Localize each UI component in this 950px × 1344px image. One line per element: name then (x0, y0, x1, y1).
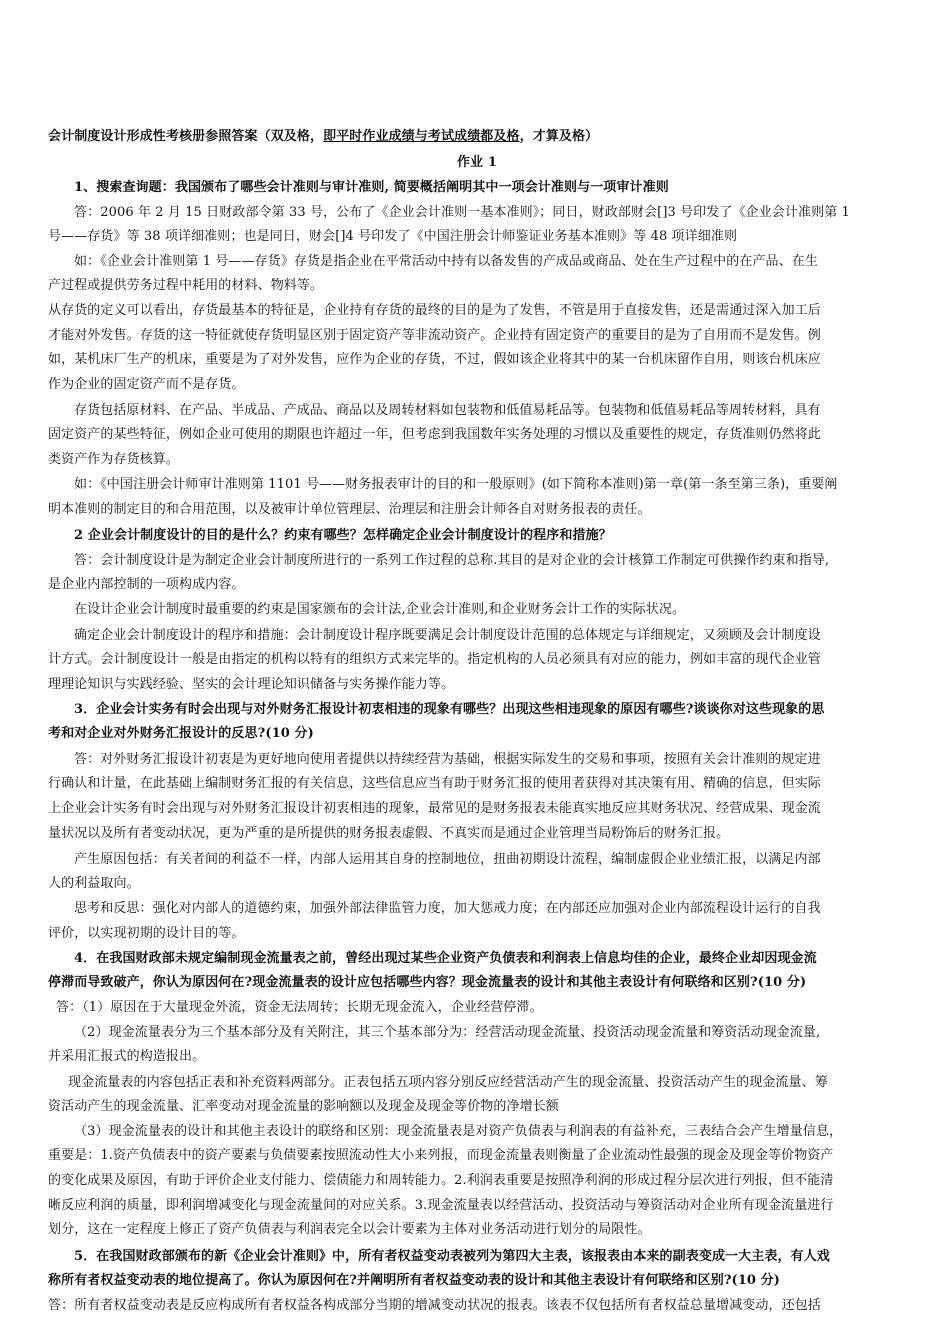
answer-line: 在设计企业会计制度时最重要的约束是国家颁布的会计法,企业会计准则,和企业财务会计工作的实际状况。 (74, 602, 686, 617)
header-lead: 会计制度设计形成性考核册参照答案（双及格， (48, 129, 324, 144)
homework-title: 作业 1 (457, 155, 497, 170)
answer-line: 理理论知识与实践经验、坚实的会计理论知识储备与实务操作能力等。 (48, 677, 455, 692)
answer-line: 答：（1）原因在于大量现金外流，资金无法周转；长期无现金流入，企业经营停滞。 (56, 1000, 543, 1015)
answer-line: 资活动产生的现金流量、汇率变动对现金流量的影响额以及现金及现金等价物的净增长额 (48, 1099, 559, 1114)
answer-line: （3）现金流量表的设计和其他主表设计的联络和区别：现金流量表是对资产负债表与利润表的有益补充，三表结合会产生增量信息， (74, 1124, 843, 1139)
answer-line: 晰反应利润的质量，即利润增减变化与现金流量间的对应关系。3.现金流量表以经营活动、投资活动与筹资活动对企业所有现金流量进行 (48, 1198, 834, 1213)
question-3: 3．企业会计实务有时会出现与对外财务汇报设计初衷相违的现象有哪些？出现这些相违现象的原因有哪些?谈谈你对这些现象的思 (74, 702, 825, 717)
answer-line: 答：会计制度设计是为制定企业会计制度所进行的一系列工作过程的总称.其目的是对企业的会计核算工作制定可供操作约束和指导, (74, 553, 830, 568)
answer-line: 作为企业的固定资产而不是存货。 (48, 377, 245, 392)
answer-line: 量状况以及所有者变动状况，更为严重的是所提供的财务报表虚假、不真实而是通过企业管理当局粉饰后的财务汇报。 (48, 826, 730, 841)
answer-line: 产生原因包括：有关者间的利益不一样，内部人运用其自身的控制地位，扭曲初期设计流程，编制虚假企业业绩汇报，以满足内部 (74, 852, 821, 867)
answer-line: 评价，以实现初期的设计目的等。 (48, 926, 245, 941)
question-4: 4．在我国财政部未规定编制现金流量表之前，曾经出现过某些企业资产负债表和利润表上信息均佳的企业，最终企业却因现金流 (74, 951, 817, 966)
answer-line: 明本准则的制定目的和合用范围，以及被审计单位管理层、治理层和注册会计师各自对财务报表的责任。 (48, 502, 651, 517)
answer-line: 如，某机床厂生产的机床，重要是为了对外发售，应作为企业的存货，不过，假如该企业将其中的某一台机床留作自用，则该台机床应 (48, 352, 821, 367)
answer-line: 行确认和计量，在此基础上编制财务汇报的有关信息，这些信息应当有助于财务汇报的使用者获得对其决策有用、精确的信息，但实际 (48, 776, 821, 791)
document-header (48, 128, 598, 146)
answer-line: 如：《中国注册会计师审计准则第 1101 号——财务报表审计的目的和一般原则》(如下简称本准则)第一章(第一条至第三条)，重要阐 (74, 477, 838, 492)
question-1: 1、搜索查询题：我国颁布了哪些会计准则与审计准则, 简要概括阐明其中一项会计准则与一项审计准则 (74, 180, 669, 195)
answer-line: 是企业内部控制的一项构成内容。 (48, 577, 245, 592)
answer-line: 才能对外发售。存货的这一特征就使存货明显区别于固定资产等非流动资产。企业持有固定资产的重要目的是为了自用而不是发售。例 (48, 328, 821, 343)
question-2: 2 企业会计制度设计的目的是什么？约束有哪些？怎样确定企业会计制度设计的程序和措施？ (74, 528, 612, 543)
answer-line: 如：《企业会计准则第 1 号——存货》存货是指企业在平常活动中持有以备发售的产成品或商品、处在生产过程中的在产品、在生 (74, 254, 818, 269)
answer-line: 从存货的定义可以看出，存货最基本的特征是，企业持有存货的最终的目的是为了发售，不管是用于直接发售，还是需通过深入加工后 (48, 303, 821, 318)
answer-line: 上企业会计实务有时会出现与对外财务汇报设计初衷相违的现象，最常见的是财务报表未能真实地反应其财务状况、经营成果、现金流 (48, 801, 821, 816)
answer-line: 划分，这在一定程度上修正了资产负债表与利润表完全以会计要素为主体对业务活动进行划分的局限性。 (48, 1222, 651, 1237)
header-tail: ，才算及格） (519, 129, 599, 144)
answer-line: 存货包括原材料、在产品、半成品、产成品、商品以及周转材料如包装物和低值易耗品等。包装物和低值易耗品等周转材料，具有 (74, 403, 821, 418)
answer-line: 思考和反思：强化对内部人的道德约束，加强外部法律监管力度，加大惩戒力度；在内部还应加强对企业内部流程设计运行的自我 (74, 901, 821, 916)
answer-line: 答：所有者权益变动表是反应构成所有者权益各构成部分当期的增减变动状况的报表。该表不仅包括所有者权益总量增减变动，还包括 (48, 1298, 821, 1313)
answer-line: 人的利益取向。 (48, 876, 140, 891)
header-underlined: 即平时作业成绩与考试成绩都及格 (323, 129, 520, 144)
answer-line: 确定企业会计制度设计的程序和措施：会计制度设计程序既要满足会计制度设计范围的总体规定与详细规定，又须顾及会计制度设 (74, 628, 821, 643)
answer-line: 类资产作为存货核算。 (48, 452, 180, 467)
question-3-cont: 考和对企业对外财务汇报设计的反思?(10 分) (48, 726, 314, 741)
answer-line: 现金流量表的内容包括正表和补充资料两部分。正表包括五项内容分别反应经营活动产生的现金流量、投资活动产生的现金流量、筹 (68, 1075, 828, 1090)
answer-line: 号——存货》等 38 项详细准则；也是同日，财会[]4 号印发了《中国注册会计师鉴证业务基本准则》等 48 项详细准则 (48, 229, 738, 244)
question-5: 5．在我国财政部颁布的新《企业会计准则》中，所有者权益变动表被列为第四大主表，该报表由本来的副表变成一大主表，有人戏 (74, 1249, 830, 1264)
answer-line: 产过程或提供劳务过程中耗用的材料、物料等。 (48, 278, 324, 293)
answer-line: 计方式。会计制度设计一般是由指定的机构以特有的组织方式来完毕的。指定机构的人员必须具有对应的能力，例如丰富的现代企业管 (48, 652, 821, 667)
question-4-cont: 停滞而导致破产，你认为原因何在?现金流量表的设计应包括哪些内容？现金流量表的设计和其他主表设计有何联络和区别?(10 分) (48, 975, 807, 990)
answer-line: 固定资产的某些特征，例如企业可使用的期限也许超过一年，但考虑到我国数年实务处理的习惯以及重要性的规定，存货准则仍然将此 (48, 427, 821, 442)
answer-line: 的变化成果及原因，有助于评价企业支付能力、偿债能力和周转能力。2.利润表重要是按照净利润的形成过程分层次进行列报，但不能清 (48, 1173, 834, 1188)
answer-line: 答：2006 年 2 月 15 日财政部令第 33 号，公布了《企业会计准则一基本准则》；同日，财政部财会[]3 号印发了《企业会计准则第 1 (74, 205, 850, 220)
answer-line: 答：对外财务汇报设计初衷是为更好地向使用者提供以持续经营为基础，根据实际发生的交易和事项，按照有关会计准则的规定进 (74, 752, 821, 767)
answer-line: 重要是：1.资产负债表中的资产要素与负债要素按照流动性大小来列报，而现金流量表则衡量了企业流动性最强的现金及现金等价物资产 (48, 1148, 834, 1163)
answer-line: 并采用汇报式的构造报出。 (48, 1049, 206, 1064)
answer-line: （2）现金流量表分为三个基本部分及有关附注，其三个基本部分为：经营活动现金流量、投资活动现金流量和筹资活动现金流量, (74, 1025, 821, 1040)
question-5-cont: 称所有者权益变动表的地位提高了。你认为原因何在?并阐明所有者权益变动表的设计和其他主表设计有何联络和区别?(10 分) (48, 1273, 781, 1288)
